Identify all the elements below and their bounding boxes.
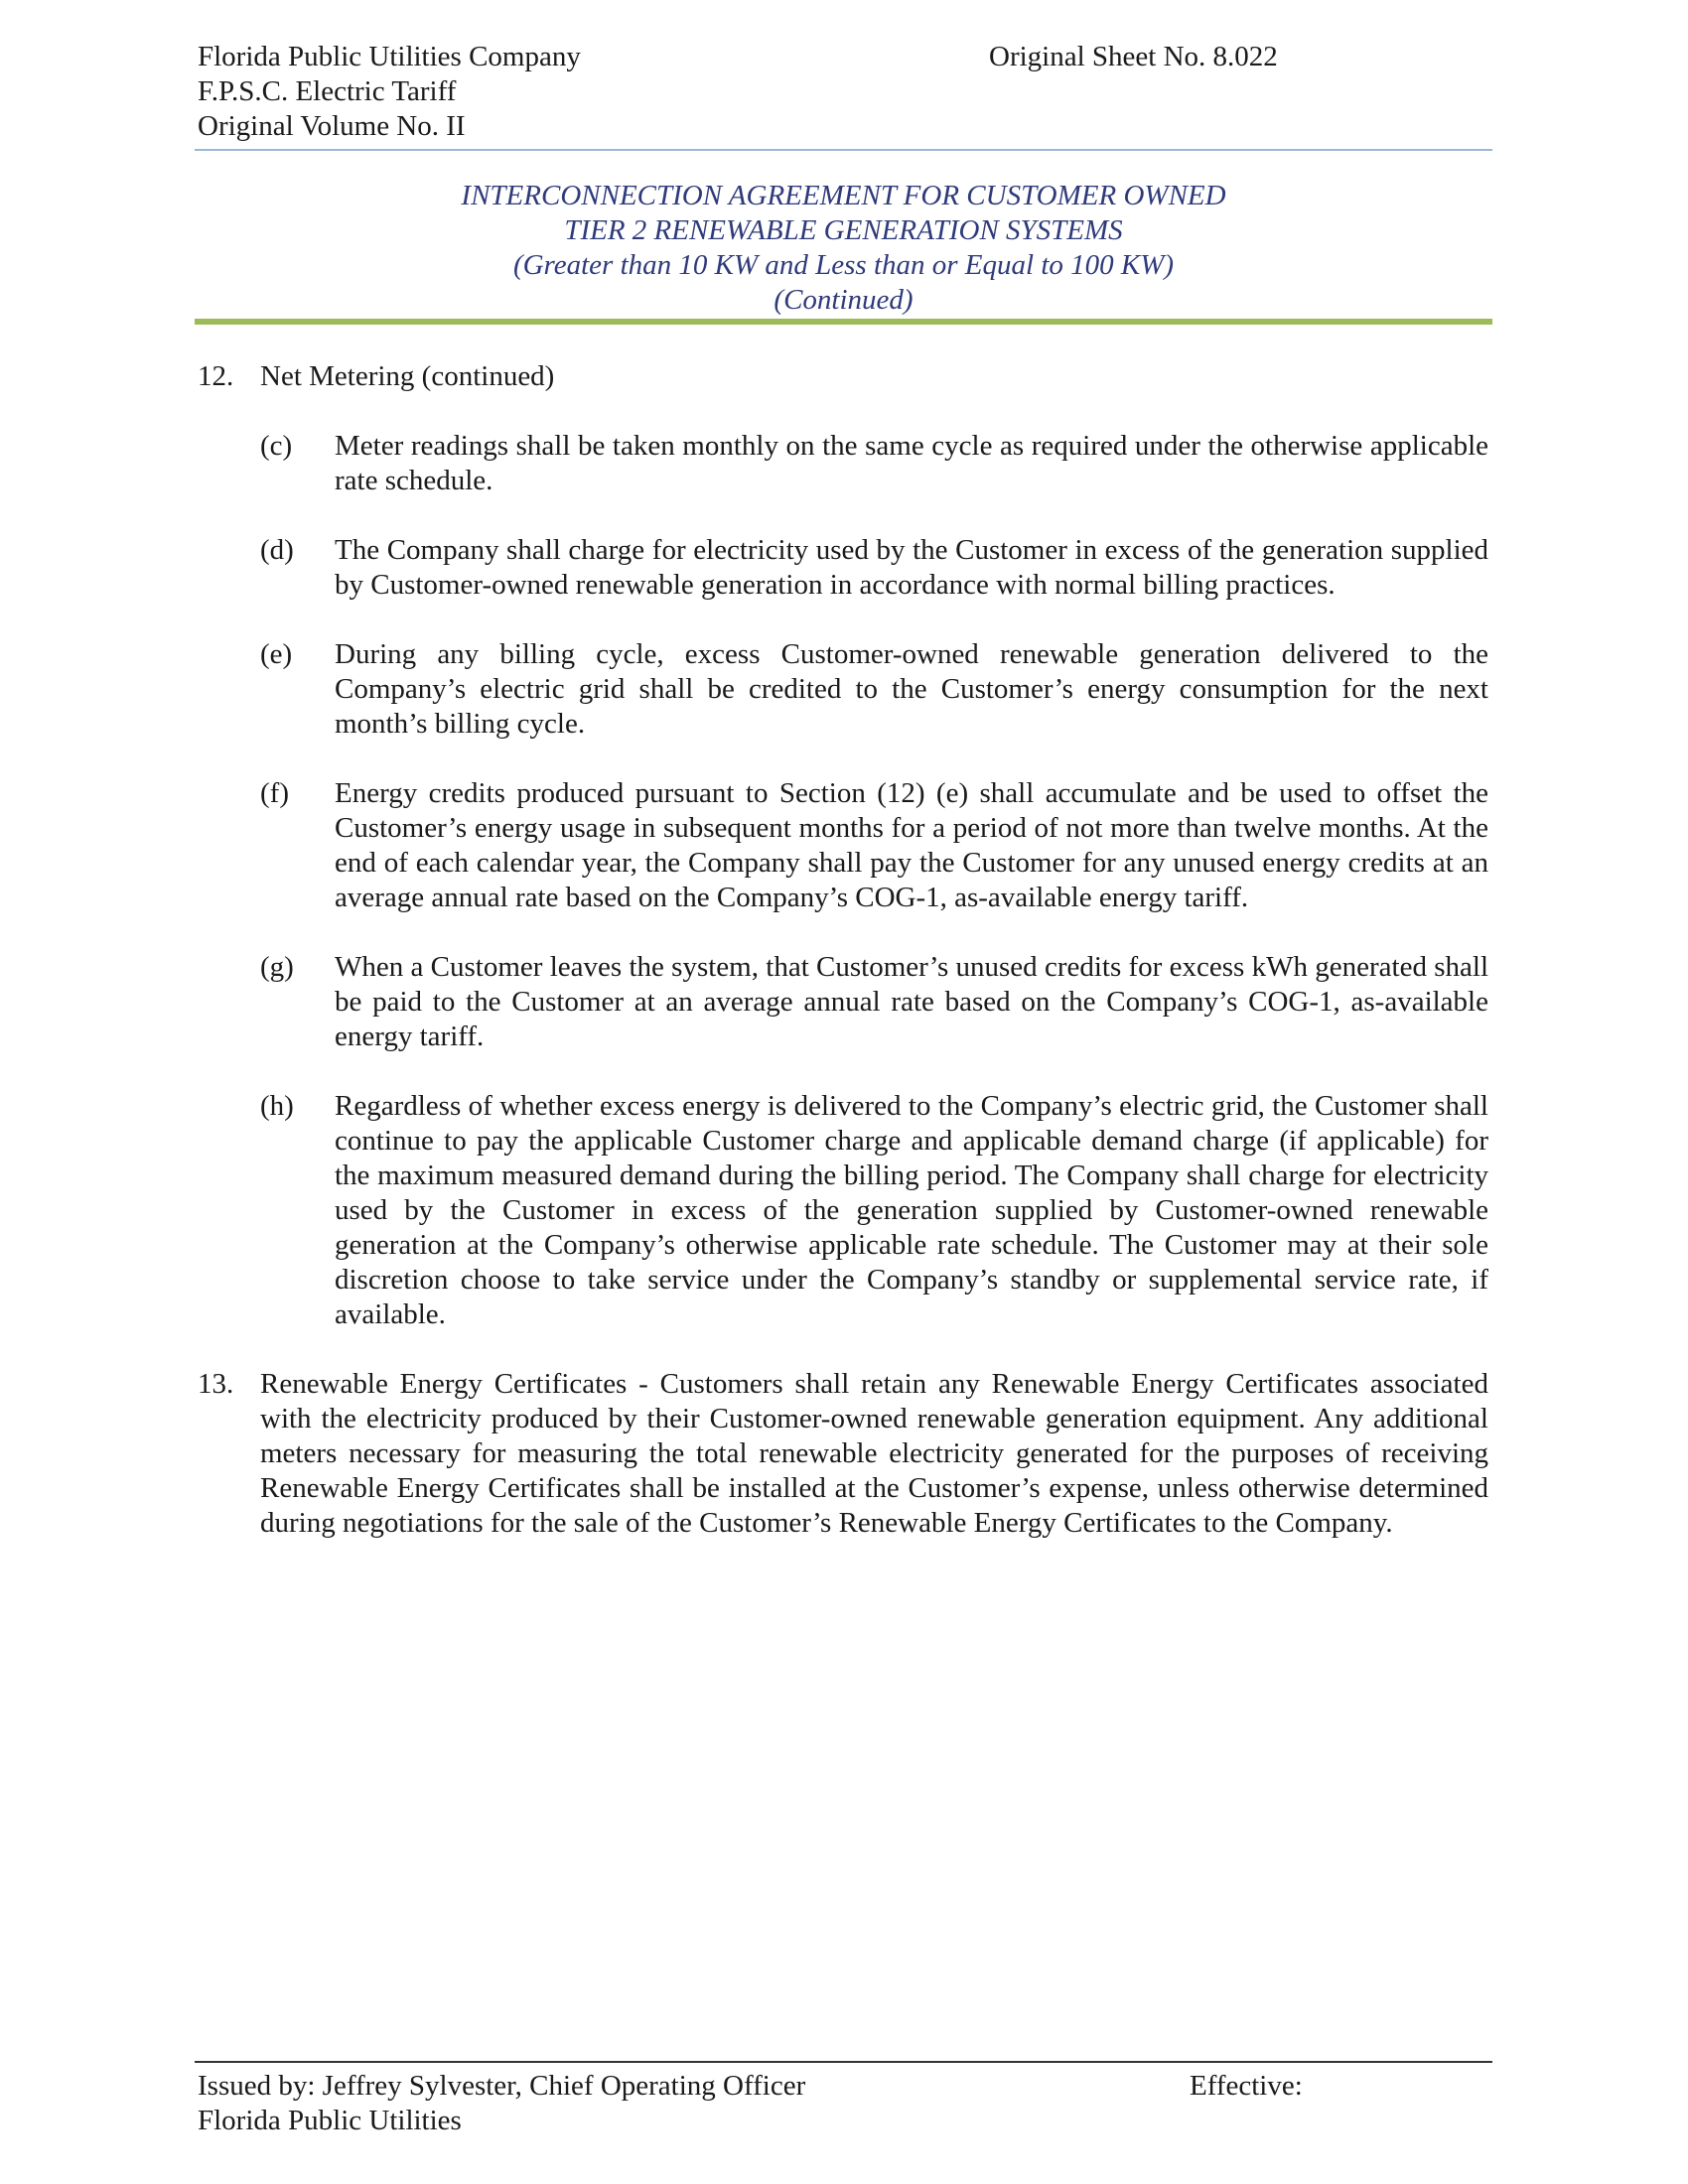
clause-h (260, 1089, 1488, 1332)
document-body (198, 359, 1488, 1541)
section-12 (198, 359, 1488, 394)
title-line-3: (Greater than 10 KW and Less than or Equal to 100 KW) (512, 249, 1175, 281)
clause-letter: (f) (260, 777, 289, 809)
section-13 (198, 1367, 1488, 1541)
clause-f (260, 776, 1488, 915)
section-number: 13. (198, 1368, 234, 1400)
title-line-4: (Continued) (774, 284, 914, 316)
clause-text: Meter readings shall be taken monthly on the same cycle as required under the otherwise applicable rate schedule. (335, 430, 1488, 496)
title-divider (195, 319, 1492, 325)
clause-d (260, 533, 1488, 603)
clause-letter: (h) (260, 1090, 294, 1122)
clause-letter: (e) (260, 638, 293, 670)
section-text: Renewable Energy Certificates - Customers shall retain any Renewable Energy Certificates associated with the electricity produced by their Customer-owned renewable generation equipment. Any additional meters necessary for measuring the total renewable electricity generated for the purposes of receiving Renewable Energy Certificates shall be installed at the Customer’s expense, unless otherwise determined during negotiations for the sale of the Customer’s Renewable Energy Certificates to the Company. (260, 1368, 1488, 1539)
clause-letter: (c) (260, 430, 293, 462)
effective-label: Effective: (1190, 2070, 1303, 2102)
clause-text: During any billing cycle, excess Customer-owned renewable generation delivered to the Company’s electric grid shall be credited to the Customer’s energy consumption for the next month’s billing cycle. (335, 638, 1488, 740)
issued-by: Issued by: Jeffrey Sylvester, Chief Operating Officer (198, 2070, 806, 2102)
footer-divider (195, 2061, 1492, 2063)
spacer (198, 1332, 1488, 1367)
header-divider (195, 149, 1492, 151)
clause-text: Energy credits produced pursuant to Section (12) (e) shall accumulate and be used to offset the Customer’s energy usage in subsequent months for a period of not more than twelve months. At the end of each calendar year, the Company shall pay the Customer for any unused energy credits at an average annual rate based on the Company’s COG-1, as-available energy tariff. (335, 777, 1488, 913)
footer-left (198, 2069, 805, 2138)
title-line-1: INTERCONNECTION AGREEMENT FOR CUSTOMER OWNED (461, 180, 1226, 211)
clause-c (260, 429, 1488, 498)
company-name: Florida Public Utilities Company (198, 41, 581, 72)
header-left (198, 40, 581, 144)
clause-e (260, 637, 1488, 742)
section-heading: Net Metering (continued) (260, 360, 555, 392)
clause-letter: (g) (260, 951, 294, 983)
tariff-name: F.P.S.C. Electric Tariff (198, 75, 457, 107)
clause-text: The Company shall charge for electricity used by the Customer in excess of the generation supplied by Customer-owned renewable generation in accordance with normal billing practices. (335, 534, 1488, 601)
volume-label: Original Volume No. II (198, 110, 466, 142)
issuer-org: Florida Public Utilities (198, 2105, 462, 2136)
section-number: 12. (198, 360, 234, 392)
clause-g (260, 950, 1488, 1054)
document-title (195, 179, 1492, 318)
clause-letter: (d) (260, 534, 294, 566)
sheet-number: Original Sheet No. 8.022 (989, 41, 1278, 72)
clause-text: When a Customer leaves the system, that Customer’s unused credits for excess kWh generated shall be paid to the Customer at an average annual rate based on the Company’s COG-1, as-available energy tariff. (335, 951, 1488, 1052)
clause-text: Regardless of whether excess energy is delivered to the Company’s electric grid, the Customer shall continue to pay the applicable Customer charge and applicable demand charge (if applicable) for the maximum measured demand during the billing period. The Company shall charge for electricity used by the Customer in excess of the generation supplied by Customer-owned renewable generation at the Company’s otherwise applicable rate schedule. The Customer may at their sole discretion choose to take service under the Company’s standby or supplemental service rate, if available. (335, 1090, 1488, 1330)
title-line-2: TIER 2 RENEWABLE GENERATION SYSTEMS (564, 214, 1123, 246)
